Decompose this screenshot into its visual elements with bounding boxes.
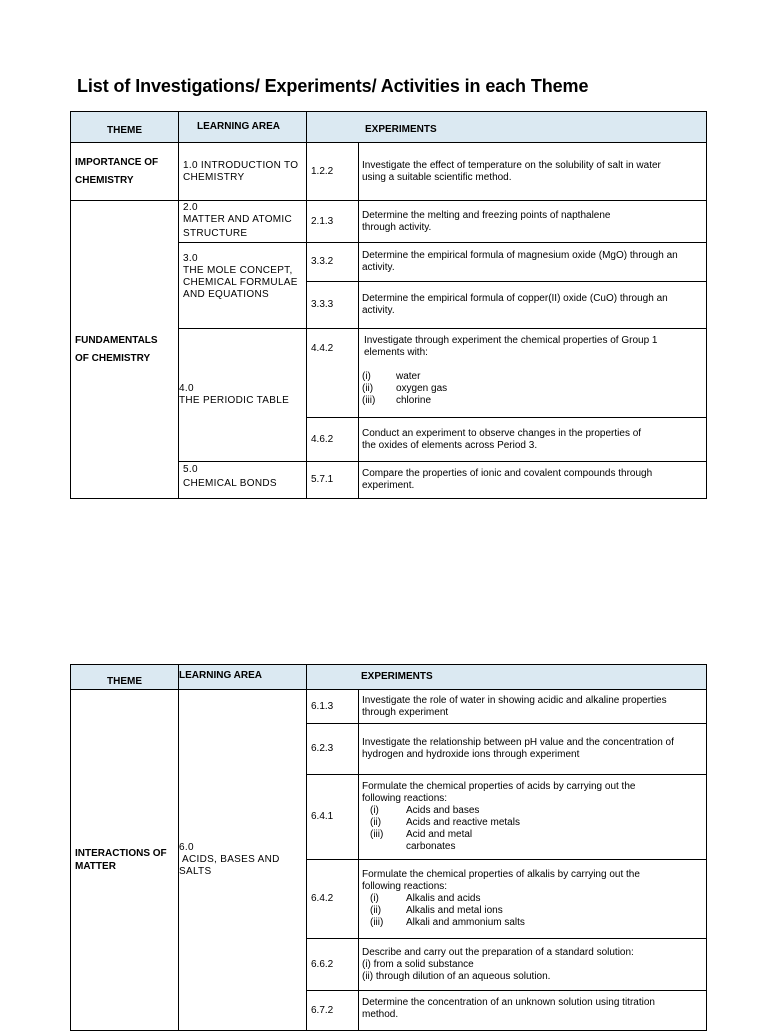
list-item: (i) water: [362, 371, 421, 382]
experiment-number: 1.2.2: [307, 143, 359, 201]
investigations-table-2: [70, 664, 707, 1031]
learning-area-5: 5.0 CHEMICAL BONDS: [179, 462, 307, 499]
theme-importance-of-chemistry: IMPORTANCE OF CHEMISTRY: [71, 143, 179, 201]
theme-fundamentals-of-chemistry: FUNDAMENTALS OF CHEMISTRY: [71, 201, 179, 499]
theme-interactions-of-matter: INTERACTIONS OF MATTER: [71, 690, 179, 1031]
learning-area-1: 1.0 INTRODUCTION TO CHEMISTRY: [179, 143, 307, 201]
experiment-number: 6.4.1: [307, 775, 359, 860]
experiment-number: 4.4.2: [307, 329, 359, 418]
experiment-number: 4.6.2: [307, 418, 359, 462]
learning-area-2: 2.0 MATTER AND ATOMIC STRUCTURE: [179, 201, 307, 243]
header-experiments: EXPERIMENTS: [307, 665, 707, 690]
header-experiments: EXPERIMENTS: [307, 112, 707, 143]
experiment-number: 6.7.2: [307, 991, 359, 1031]
experiment-description: Investigate the relationship between pH value and the concentration of hydrogen and hydroxide ions through experiment: [359, 724, 707, 775]
learning-area-6: 6.0 ACIDS, BASES AND SALTS: [179, 690, 307, 1031]
experiment-description: Determine the empirical formula of magnesium oxide (MgO) through an activity.: [359, 243, 707, 282]
list-item: (ii) oxygen gas: [362, 383, 448, 394]
experiment-number: 3.3.2: [307, 243, 359, 282]
experiment-description: Determine the concentration of an unknown solution using titration method.: [359, 991, 707, 1031]
experiment-number: 2.1.3: [307, 201, 359, 243]
header-theme: THEME: [71, 665, 179, 690]
header-learning-area: LEARNING AREA: [179, 665, 307, 690]
experiment-number: 3.3.3: [307, 282, 359, 329]
list-item: (ii) Acids and reactive metals: [370, 817, 520, 828]
list-item: (iii) Acid and metal: [370, 829, 473, 840]
experiment-description: Describe and carry out the preparation of a standard solution: (i) from a solid substance (ii) through dilution of an aqueous solution.: [359, 939, 707, 991]
experiment-number: 6.1.3: [307, 690, 359, 724]
page-title: List of Investigations/ Experiments/ Activities in each Theme: [77, 76, 589, 96]
learning-area-3: 3.0 THE MOLE CONCEPT, CHEMICAL FORMULAE AND EQUATIONS: [179, 243, 307, 329]
experiment-description: Formulate the chemical properties of acids by carrying out the following reactions: (i) Acids and bases (ii) Acids and reactive metals (iii) Acid and metal carbonates: [359, 775, 707, 860]
experiment-number: 6.6.2: [307, 939, 359, 991]
learning-area-4: 4.0 THE PERIODIC TABLE: [179, 329, 307, 462]
experiment-number: 6.2.3: [307, 724, 359, 775]
experiment-description: Determine the empirical formula of copper(II) oxide (CuO) through an activity.: [359, 282, 707, 329]
experiment-description: Investigate the role of water in showing acidic and alkaline properties through experiment: [359, 690, 707, 724]
experiment-number: 6.4.2: [307, 860, 359, 939]
list-item: carbonates: [406, 841, 456, 852]
header-learning-area: LEARNING AREA: [179, 112, 307, 143]
experiment-description: Investigate the effect of temperature on the solubility of salt in water using a suitable scientific method.: [359, 143, 707, 201]
experiment-description: Determine the melting and freezing points of napthalene through activity.: [359, 201, 707, 243]
experiment-number: 5.7.1: [307, 462, 359, 499]
list-item: (iii) chlorine: [362, 395, 432, 406]
list-item: (iii) Alkali and ammonium salts: [370, 917, 525, 928]
list-item: (i) Alkalis and acids: [370, 893, 481, 904]
investigations-table-1: [70, 111, 707, 499]
experiment-description: Conduct an experiment to observe changes in the properties of the oxides of elements across Period 3.: [359, 418, 707, 462]
header-theme: THEME: [71, 112, 179, 143]
list-item: (ii) Alkalis and metal ions: [370, 905, 503, 916]
list-item: (i) Acids and bases: [370, 805, 480, 816]
experiment-description: Investigate through experiment the chemical properties of Group 1 elements with: (i) water (ii) oxygen gas (iii) chlorine: [359, 329, 707, 418]
experiment-description: Formulate the chemical properties of alkalis by carrying out the following reactions: (i) Alkalis and acids (ii) Alkalis and metal ions (iii) Alkali and ammonium salts: [359, 860, 707, 939]
experiment-description: Compare the properties of ionic and covalent compounds through experiment.: [359, 462, 707, 499]
